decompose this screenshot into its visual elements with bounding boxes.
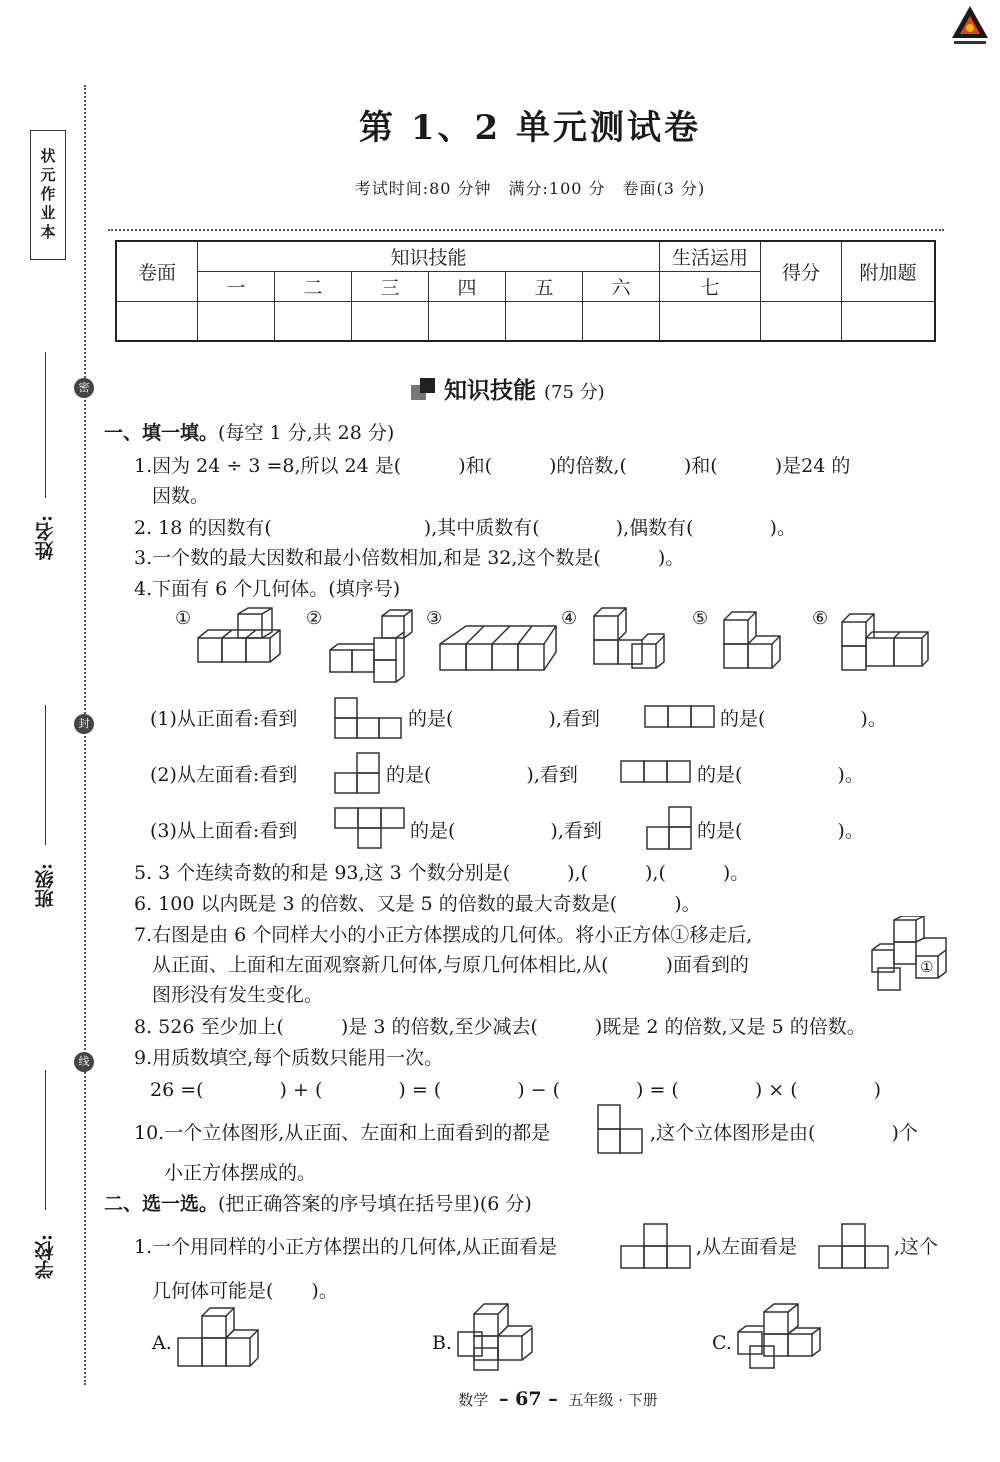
q8: 8. 526 至少加上( )是 3 的倍数,至少减去( )既是 2 的倍数,又是 5 的倍数。 xyxy=(134,1016,866,1038)
book-label: 状元作业本 xyxy=(30,130,66,260)
class-field-label: 班级: xyxy=(34,862,57,908)
exam-info: 考试时间:80 分钟 满分:100 分 卷面(3 分) xyxy=(354,179,706,198)
q6: 6. 100 以内既是 3 的倍数、又是 5 的倍数的最大奇数是( )。 xyxy=(134,893,701,915)
class-line xyxy=(45,705,46,845)
seal-xian: 线 xyxy=(74,1052,94,1072)
q4-2a: (2)从左面看:看到 xyxy=(150,764,298,786)
part1-title: 一、填一填。 xyxy=(104,422,219,444)
option-c-figure[interactable] xyxy=(734,1302,824,1372)
section-points: (75 分) xyxy=(544,382,605,403)
shape-num-3: ③ xyxy=(426,608,443,629)
school-line xyxy=(45,1070,46,1210)
footer-grade: 五年级 · 下册 xyxy=(568,1391,658,1409)
shape-num-2: ② xyxy=(306,608,323,629)
q4-3a: (3)从上面看:看到 xyxy=(150,820,298,842)
score-header: 得分 xyxy=(761,241,842,301)
col-header: 二 xyxy=(275,271,352,301)
q3: 3.一个数的最大因数和最小倍数相加,和是 32,这个数是( )。 xyxy=(134,547,685,569)
seal-mi: 密 xyxy=(74,378,94,398)
p2-q1-line1c: ,这个 xyxy=(894,1236,939,1258)
p2-q1-line1b: ,从左面看是 xyxy=(696,1236,798,1258)
q4-1b: 的是( ),看到 xyxy=(408,708,600,730)
score-cell[interactable] xyxy=(352,301,429,341)
col-header: 四 xyxy=(429,271,506,301)
p2-q1-line1a: 1.一个用同样的小正方体摆出的几何体,从正面看是 xyxy=(134,1236,558,1258)
option-a-label[interactable]: A. xyxy=(152,1332,172,1354)
q4-1a: (1)从正面看:看到 xyxy=(150,708,298,730)
page-title: 第 1、2 单元测试卷 xyxy=(359,108,701,148)
q5: 5. 3 个连续奇数的和是 93,这 3 个数分别是( ),( ),( )。 xyxy=(134,862,750,884)
q10-line2: 小正方体摆成的。 xyxy=(164,1162,317,1184)
q4: 4.下面有 6 个几何体。(填序号) xyxy=(134,578,401,600)
q4-2b: 的是( ),看到 xyxy=(386,764,578,786)
score-cell[interactable] xyxy=(842,301,936,341)
view-front-a xyxy=(334,697,404,741)
q4-3b: 的是( ),看到 xyxy=(410,820,602,842)
p2-left-view xyxy=(818,1223,890,1271)
q4-2c: 的是( )。 xyxy=(697,764,864,786)
q4-3c: 的是( )。 xyxy=(697,820,864,842)
view-left-b xyxy=(620,760,692,784)
score-cell[interactable] xyxy=(116,301,198,341)
score-cell[interactable] xyxy=(506,301,583,341)
q1-line1: 1.因为 24 ÷ 3 =8,所以 24 是( )和( )的倍数,( )和( )是24 的 xyxy=(134,455,851,477)
p2-q1-line2: 几何体可能是( )。 xyxy=(152,1280,338,1302)
knowledge-header: 知识技能 xyxy=(198,241,660,271)
section-title: 知识技能 xyxy=(444,378,536,404)
q7-line3: 图形没有发生变化。 xyxy=(152,984,324,1006)
score-table xyxy=(115,240,936,342)
q4-1c: 的是( )。 xyxy=(720,708,887,730)
q7-line2: 从正面、上面和左面观察新几何体,与原几何体相比,从( )面看到的 xyxy=(152,954,749,976)
part2-heading xyxy=(104,1191,532,1217)
view-left-a xyxy=(334,752,382,796)
score-cell[interactable] xyxy=(275,301,352,341)
part2-note: (把正确答案的序号填在括号里)(6 分) xyxy=(218,1193,532,1215)
col-header: 一 xyxy=(198,271,275,301)
q9-equation: 26 =( ) + ( ) = ( ) − ( ) = ( ) × ( ) xyxy=(150,1079,882,1101)
juanmian-header: 卷面 xyxy=(116,241,198,301)
p2-front-view xyxy=(620,1223,692,1271)
q7-line1: 7.右图是由 6 个同样大小的小正方体摆成的几何体。将小正方体①移走后, xyxy=(134,924,753,946)
section-icon xyxy=(410,376,438,402)
col-header: 五 xyxy=(506,271,583,301)
seal-feng: 封 xyxy=(74,714,94,734)
option-b-figure[interactable] xyxy=(454,1302,540,1372)
col-header: 六 xyxy=(583,271,660,301)
q9: 9.用质数填空,每个质数只能用一次。 xyxy=(134,1047,444,1069)
view-front-b xyxy=(644,705,716,729)
view-top-a xyxy=(334,807,406,851)
separator xyxy=(108,229,944,231)
score-cell[interactable] xyxy=(761,301,842,341)
shape-num-5: ⑤ xyxy=(692,608,709,629)
section-knowledge xyxy=(444,372,605,405)
page-number: 67 xyxy=(515,1388,542,1410)
bonus-header: 附加题 xyxy=(842,241,936,301)
q7-cube-mark: ① xyxy=(920,958,934,976)
school-field-label: 学校: xyxy=(34,1233,57,1279)
shape-num-6: ⑥ xyxy=(812,608,829,629)
col-header: 七 xyxy=(660,271,761,301)
score-cell[interactable] xyxy=(429,301,506,341)
part1-heading xyxy=(104,420,394,446)
name-line xyxy=(45,352,46,498)
life-header: 生活运用 xyxy=(660,241,761,271)
option-a-figure[interactable] xyxy=(176,1304,260,1370)
q10-line1b: ,这个立体图形是由( )个 xyxy=(650,1122,918,1144)
view-top-b xyxy=(646,806,694,852)
option-c-label[interactable]: C. xyxy=(712,1332,732,1354)
option-b-label[interactable]: B. xyxy=(432,1332,453,1354)
footer-subject: 数学 xyxy=(458,1391,489,1409)
page-footer: 数学 – 67 – 五年级 · 下册 xyxy=(458,1388,658,1410)
q2: 2. 18 的因数有( ),其中质数有( ),偶数有( )。 xyxy=(134,517,796,539)
score-cell[interactable] xyxy=(583,301,660,341)
part2-title: 二、选一选。 xyxy=(104,1193,219,1215)
part1-note: (每空 1 分,共 28 分) xyxy=(218,422,395,444)
q1-line2: 因数。 xyxy=(152,485,210,507)
shape-num-1: ① xyxy=(175,608,192,629)
publisher-logo xyxy=(948,4,992,48)
name-field-label: 姓名: xyxy=(34,514,57,560)
score-cell[interactable] xyxy=(660,301,761,341)
q10-view xyxy=(597,1104,645,1156)
q7-figure xyxy=(866,916,952,998)
score-cell[interactable] xyxy=(198,301,275,341)
q10-line1a: 10.一个立体图形,从正面、左面和上面看到的都是 xyxy=(134,1122,551,1144)
seal-line xyxy=(84,85,86,1385)
shape-num-4: ④ xyxy=(561,608,578,629)
col-header: 三 xyxy=(352,271,429,301)
